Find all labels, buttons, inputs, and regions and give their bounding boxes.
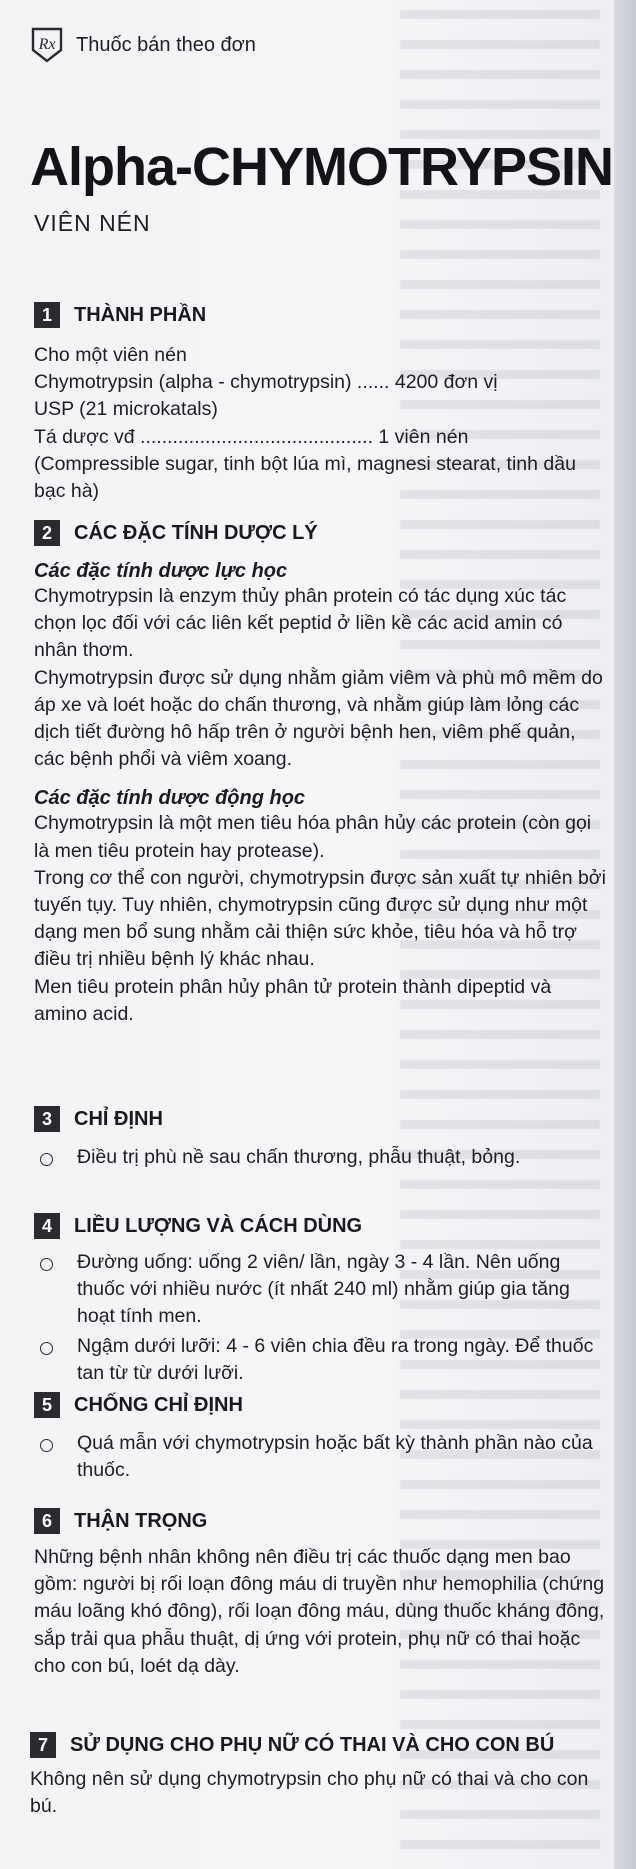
section-heading <box>34 1392 606 1418</box>
section-number: 7 <box>30 1732 56 1758</box>
indication-list <box>34 1144 606 1171</box>
section-title: THẬN TRỌNG <box>74 1509 208 1532</box>
section-title: CÁC ĐẶC TÍNH DƯỢC LÝ <box>74 521 318 544</box>
section-title: SỬ DỤNG CHO PHỤ NỮ CÓ THAI VÀ CHO CON BÚ <box>70 1733 555 1756</box>
section-heading <box>34 1508 606 1534</box>
list-item <box>34 1249 606 1331</box>
pharmacokinetics-title: Các đặc tính dược động học <box>34 787 306 810</box>
section-indications <box>34 1106 606 1171</box>
dosage-list <box>34 1249 606 1387</box>
drug-title: Alpha-CHYMOTRYPSIN <box>30 137 614 197</box>
pharmacokinetics-text <box>34 810 606 1028</box>
paragraph: Men tiêu protein phân hủy phân tử protein thành dipeptid và amino acid. <box>34 975 552 1025</box>
section-title: LIỀU LƯỢNG VÀ CÁCH DÙNG <box>74 1214 363 1237</box>
bullet-text: Ngậm dưới lưỡi: 4 - 6 viên chia đều ra trong ngày. Để thuốc tan từ từ dưới lưỡi. <box>77 1334 594 1384</box>
bullet-circle-icon <box>40 1439 53 1452</box>
rx-label-text: Thuốc bán theo đơn <box>76 33 256 56</box>
paragraph: Chymotrypsin là một men tiêu hóa phân hủy các protein (còn gọi là men tiêu protein hay protease). <box>34 812 592 862</box>
section-number: 4 <box>34 1213 60 1239</box>
section-number: 1 <box>34 302 60 328</box>
paragraph: Chymotrypsin là enzym thủy phân protein có tác dụng xúc tác chọn lọc đối với các liên kết peptid ở liền kề các acid amin có nhân thơm. <box>34 585 567 662</box>
section-title: THÀNH PHẦN <box>74 303 207 326</box>
bullet-text: Điều trị phù nề sau chấn thương, phẫu thuật, bỏng. <box>77 1146 521 1168</box>
composition-line: USP (21 microkatals) <box>34 398 218 421</box>
section-number: 3 <box>34 1106 60 1132</box>
section-heading <box>34 302 606 328</box>
section-title: CHỈ ĐỊNH <box>74 1107 163 1130</box>
rx-icon <box>28 26 66 64</box>
paragraph: Chymotrypsin được sử dụng nhằm giảm viêm và phù mô mềm do áp xe và loét hoặc do chấn thương, và nhằm giúp làm lỏng các dịch tiết đường hô hấp trên ở người bệnh hen, viêm phế quản, các bệnh phổi và viêm xoang. <box>34 666 603 771</box>
paper-edge-shadow <box>614 0 636 1869</box>
list-item <box>34 1430 606 1484</box>
section-number: 6 <box>34 1508 60 1534</box>
section-heading <box>30 1732 610 1758</box>
section-heading <box>34 1213 606 1239</box>
section-composition <box>34 302 606 505</box>
contraindication-list <box>34 1430 606 1484</box>
precautions-text: Những bệnh nhân không nên điều trị các thuốc dạng men bao gồm: người bị rối loạn đông máu di truyền như hemophilia (chứng máu loãng khó đông), rối loạn đông máu, dùng thuốc kháng đông, sắp trải qua phẫu thuật, dị ứng với protein, phụ nữ có thai hoặc cho con bú, loét dạ dày. <box>34 1546 605 1677</box>
bullet-circle-icon <box>40 1258 53 1271</box>
prescription-label <box>28 26 256 64</box>
section-precautions <box>34 1508 606 1680</box>
dosage-form: VIÊN NÉN <box>34 210 151 236</box>
composition-line: Cho một viên nén <box>34 344 187 366</box>
section-heading <box>34 1106 606 1132</box>
pregnancy-text: Không nên sử dụng chymotrypsin cho phụ nữ có thai và cho con bú. <box>30 1768 589 1818</box>
list-item <box>34 1333 606 1387</box>
section-pregnancy <box>30 1732 610 1820</box>
svg-text:Rx: Rx <box>38 36 56 53</box>
bullet-circle-icon <box>40 1153 53 1166</box>
composition-line: (Compressible sugar, tinh bột lúa mì, magnesi stearat, tinh dầu bạc hà) <box>34 452 576 503</box>
section-dosage <box>34 1213 606 1387</box>
composition-line: Tá dược vđ ........................................... 1 viên nén <box>34 425 469 448</box>
section-contraindications <box>34 1392 606 1484</box>
composition-line: Chymotrypsin (alpha - chymotrypsin) ...... 4200 đơn vị <box>34 371 498 394</box>
pharmacodynamics-title: Các đặc tính dược lực học <box>34 560 288 582</box>
section-heading <box>34 520 606 546</box>
section-title: CHỐNG CHỈ ĐỊNH <box>74 1393 243 1416</box>
section-pharmacology <box>34 520 606 1028</box>
paragraph: Trong cơ thể con người, chymotrypsin được sản xuất tự nhiên bởi tuyến tụy. Tuy nhiên, chymotrypsin cũng được sử dụng như một dạng men bổ sung nhằm cải thiện sức khỏe, tiêu hóa và hỗ trợ điều trị nhiều bệnh lý khác nhau. <box>34 866 606 971</box>
pharmacodynamics-text <box>34 583 606 773</box>
bullet-text: Đường uống: uống 2 viên/ lần, ngày 3 - 4 lần. Nên uống thuốc với nhiều nước (ít nhất 240 ml) nhằm giúp gia tăng hoạt tính men. <box>77 1251 570 1328</box>
section-number: 2 <box>34 520 60 546</box>
bullet-text: Quá mẫn với chymotrypsin hoặc bất kỳ thành phần nào của thuốc. <box>77 1432 593 1482</box>
composition-list <box>34 342 606 505</box>
bullet-circle-icon <box>40 1342 53 1355</box>
section-number: 5 <box>34 1392 60 1418</box>
list-item <box>34 1144 606 1171</box>
